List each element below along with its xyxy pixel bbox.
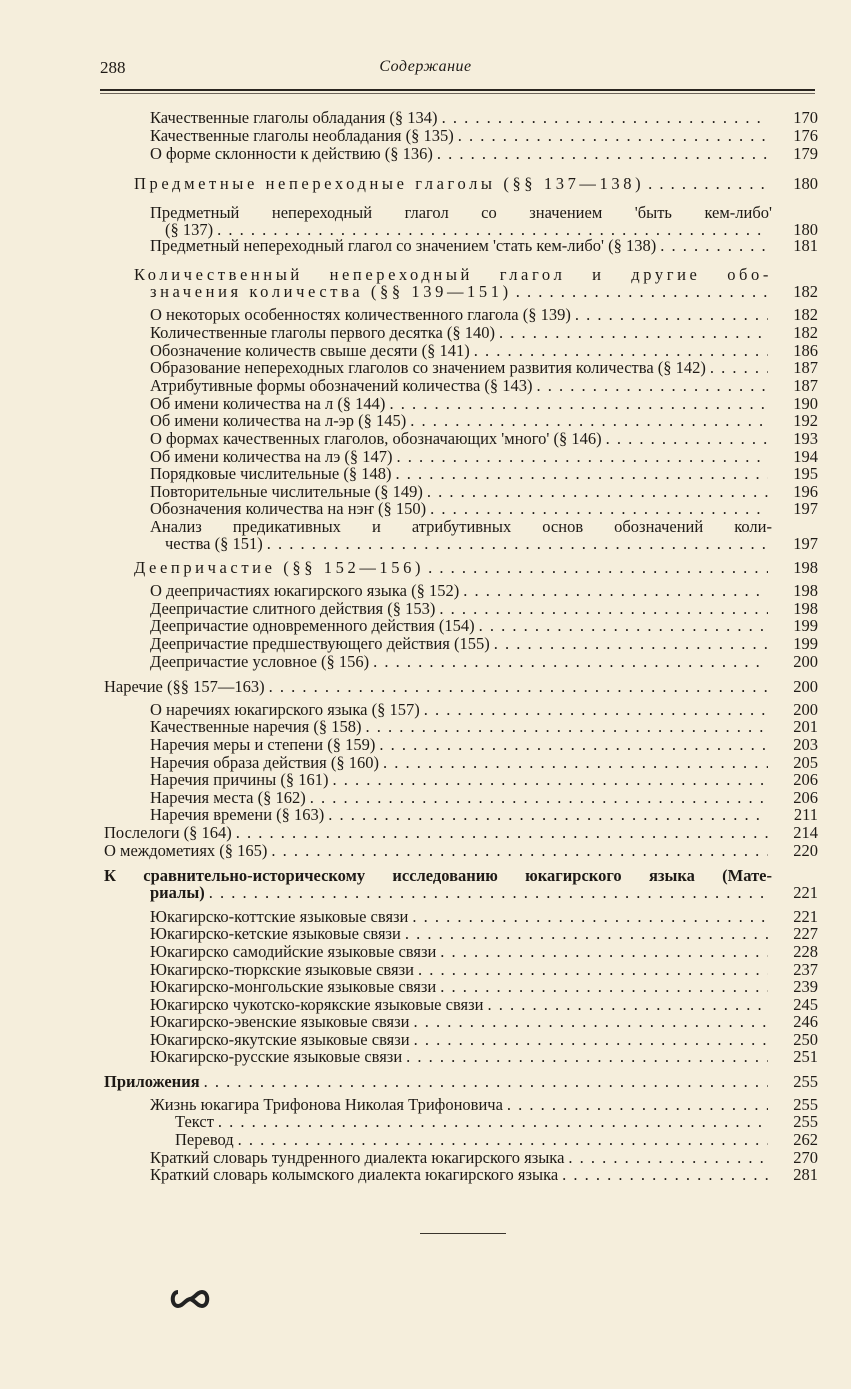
toc-page-number: 170 xyxy=(793,108,818,127)
dot-leader xyxy=(440,943,768,961)
toc-entry[interactable] xyxy=(150,145,818,163)
dot-leader xyxy=(406,1048,768,1066)
dot-leader xyxy=(366,718,768,736)
toc-entry-title: Деепричастие предшествующего действия (155) xyxy=(150,634,490,653)
toc-entry-title: Обозначения количества на нэҥ (§ 150) xyxy=(150,499,427,518)
toc-entry[interactable] xyxy=(134,559,818,577)
toc-entry-title: Юкагирско чукотско-корякские языковые связи xyxy=(150,995,484,1014)
toc-page-number: 250 xyxy=(793,1030,818,1049)
toc-page-number: 255 xyxy=(793,1072,818,1091)
toc-entry-title: Юкагирско-эвенские языковые связи xyxy=(150,1012,410,1031)
toc-entry-title: Приложения xyxy=(104,1072,200,1091)
toc-entry[interactable] xyxy=(150,1166,818,1184)
toc-entry[interactable] xyxy=(165,535,818,553)
toc-entry-title: Предметные непереходные глаголы (§§ 137—138) xyxy=(134,174,645,193)
toc-entry[interactable] xyxy=(150,127,818,145)
toc-page-number: 198 xyxy=(793,599,818,618)
dot-leader xyxy=(440,978,768,996)
toc-entry-title: Юкагирско-тюркские языковые связи xyxy=(150,960,414,979)
toc-entry-title: Предметный непереходный глагол со значением 'стать кем-либо' (§ 138) xyxy=(150,236,657,255)
toc-page-number: 239 xyxy=(793,977,818,996)
toc-entry-title: Качественные глаголы обладания (§ 134) xyxy=(150,108,438,127)
toc-entry-title: Предметный непереходный глагол со значением 'быть кем-либо' xyxy=(150,203,772,222)
toc-entry-title: Обозначение количеств свыше десяти (§ 141) xyxy=(150,341,470,360)
dot-leader xyxy=(487,996,768,1014)
toc-entry[interactable] xyxy=(150,718,818,736)
toc-page-number: 237 xyxy=(793,960,818,979)
toc-page-number: 201 xyxy=(793,717,818,736)
toc-entry[interactable] xyxy=(175,1131,818,1149)
toc-page-number: 262 xyxy=(793,1130,818,1149)
toc-entry-title: Юкагирско-русские языковые связи xyxy=(150,1047,403,1066)
dot-leader xyxy=(428,559,768,577)
dot-leader xyxy=(413,1013,768,1031)
toc-page-number: 206 xyxy=(793,770,818,789)
toc-entry[interactable] xyxy=(104,824,818,842)
toc-entry-title: Юкагирско-кетские языковые связи xyxy=(150,924,401,943)
dot-leader xyxy=(575,306,768,324)
toc-page-number: 255 xyxy=(793,1095,818,1114)
dot-leader xyxy=(328,806,768,824)
dot-leader xyxy=(660,237,768,255)
toc-entry[interactable] xyxy=(150,237,818,255)
toc-page-number: 270 xyxy=(793,1148,818,1167)
dot-leader xyxy=(236,824,768,842)
toc-entry-title: Послелоги (§ 164) xyxy=(104,823,232,842)
toc-page-number: 187 xyxy=(793,376,818,395)
dot-leader xyxy=(271,842,768,860)
toc-entry[interactable] xyxy=(150,465,818,483)
toc-page-number: 194 xyxy=(793,447,818,466)
header-rule-thin xyxy=(100,93,815,94)
toc-entry-title: Наречие (§§ 157—163) xyxy=(104,677,265,696)
toc-entry[interactable] xyxy=(150,771,818,789)
toc-entry-title: О некоторых особенностях количественного глагола (§ 139) xyxy=(150,305,571,324)
toc-entry-title: Качественные наречия (§ 158) xyxy=(150,717,362,736)
end-rule xyxy=(420,1233,506,1234)
toc-entry[interactable] xyxy=(104,1073,818,1091)
toc-page-number: 246 xyxy=(793,1012,818,1031)
toc-page-number: 179 xyxy=(793,144,818,163)
toc-entry[interactable] xyxy=(150,1096,818,1114)
toc-page-number: 228 xyxy=(793,942,818,961)
toc-entry-title: Наречия меры и степени (§ 159) xyxy=(150,735,376,754)
toc-page-number: 281 xyxy=(793,1165,818,1184)
toc-entry-title: Наречия места (§ 162) xyxy=(150,788,306,807)
toc-entry-title: Текст xyxy=(175,1112,214,1131)
dot-leader xyxy=(568,1149,768,1167)
toc-entry[interactable] xyxy=(150,109,818,127)
toc-page-number: 211 xyxy=(793,805,818,824)
toc-entry-line xyxy=(150,204,818,222)
toc-page-number: 197 xyxy=(793,499,818,518)
dot-leader xyxy=(238,1131,768,1149)
toc-entry-title: О междометиях (§ 165) xyxy=(104,841,268,860)
toc-entry-title: Анализ предикативных и атрибутивных основ обозначений коли- xyxy=(150,517,772,536)
toc-entry[interactable] xyxy=(150,1013,818,1031)
dot-leader xyxy=(439,600,768,618)
toc-page-number: 255 xyxy=(793,1112,818,1131)
toc-entry-title: Об имени количества на лэ (§ 147) xyxy=(150,447,393,466)
toc-entry[interactable] xyxy=(134,175,818,193)
toc-entry[interactable] xyxy=(150,430,818,448)
dot-leader xyxy=(395,465,768,483)
dot-leader xyxy=(389,395,768,413)
toc-page-number: 196 xyxy=(793,482,818,501)
toc-page-number: 198 xyxy=(793,581,818,600)
toc-entry[interactable] xyxy=(104,842,818,860)
dot-leader xyxy=(516,283,768,301)
toc-entry-title-continued: риалы) xyxy=(150,883,205,902)
dot-leader xyxy=(562,1166,768,1184)
dot-leader xyxy=(379,736,768,754)
toc-entry[interactable] xyxy=(150,359,818,377)
toc-page-number: 200 xyxy=(793,677,818,696)
toc-entry-title: Порядковые числительные (§ 148) xyxy=(150,464,392,483)
toc-page-number: 206 xyxy=(793,788,818,807)
toc-page-number: 220 xyxy=(793,841,818,860)
toc-page-number: 221 xyxy=(793,907,818,926)
toc-entry-title: Повторительные числительные (§ 149) xyxy=(150,482,423,501)
toc-entry-title: Жизнь юкагира Трифонова Николая Трифоновича xyxy=(150,1095,503,1114)
dot-leader xyxy=(269,678,768,696)
toc-page-number: 199 xyxy=(793,616,818,635)
dot-leader xyxy=(209,884,768,902)
dot-leader xyxy=(606,430,768,448)
dot-leader xyxy=(437,145,768,163)
dot-leader xyxy=(648,175,768,193)
toc-entry-title: Количественные глаголы первого десятка (§ 140) xyxy=(150,323,496,342)
header-rule xyxy=(100,89,815,91)
toc-page-number: 203 xyxy=(793,735,818,754)
toc-entry-line xyxy=(104,867,818,885)
toc-entry-title: Юкагирско-коттские языковые связи xyxy=(150,907,409,926)
page-number: 288 xyxy=(100,58,126,77)
toc-entry-title: Об имени количества на л-эр (§ 145) xyxy=(150,411,407,430)
toc-entry[interactable] xyxy=(150,806,818,824)
toc-page-number: 200 xyxy=(793,700,818,719)
toc-entry[interactable] xyxy=(175,1113,818,1131)
toc-page-number: 187 xyxy=(793,358,818,377)
toc-page-number: 176 xyxy=(793,126,818,145)
toc-entry-title: О форме склонности к действию (§ 136) xyxy=(150,144,433,163)
toc-entry[interactable] xyxy=(150,653,818,671)
dot-leader xyxy=(537,377,768,395)
toc-entry-title: Качественные глаголы необладания (§ 135) xyxy=(150,126,454,145)
toc-page-number: 186 xyxy=(793,341,818,360)
toc-entry-title: Об имени количества на л (§ 144) xyxy=(150,394,386,413)
toc-entry-title: Краткий словарь тундренного диалекта юкагирского языка xyxy=(150,1148,565,1167)
toc-entry[interactable] xyxy=(150,635,818,653)
toc-entry[interactable] xyxy=(150,1048,818,1066)
toc-entry-title: Наречия причины (§ 161) xyxy=(150,770,329,789)
toc-entry-title-continued: значения количества (§§ 139—151) xyxy=(150,282,512,301)
toc-entry-title: О формах качественных глаголов, обозначающих 'много' (§ 146) xyxy=(150,429,602,448)
toc-entry-title: Юкагирско-якутские языковые связи xyxy=(150,1030,410,1049)
toc-entry[interactable] xyxy=(150,943,818,961)
dot-leader xyxy=(499,324,768,342)
dot-leader xyxy=(383,754,768,772)
toc-page-number: 221 xyxy=(793,883,818,902)
toc-entry[interactable] xyxy=(150,925,818,943)
dot-leader xyxy=(412,908,768,926)
dot-leader xyxy=(430,500,768,518)
dot-leader xyxy=(463,582,768,600)
toc-entry-title: Краткий словарь колымского диалекта юкагирского языка xyxy=(150,1165,559,1184)
dot-leader xyxy=(414,1031,768,1049)
dot-leader xyxy=(418,961,768,979)
toc-page-number: 200 xyxy=(793,652,818,671)
running-header-title: Содержание xyxy=(379,58,472,75)
toc-page-number: 214 xyxy=(793,823,818,842)
toc-page-number: 182 xyxy=(793,323,818,342)
toc-entry[interactable] xyxy=(150,412,818,430)
toc-entry-title: Атрибутивные формы обозначений количества (§ 143) xyxy=(150,376,533,395)
toc-page-number: 193 xyxy=(793,429,818,448)
toc-entry[interactable] xyxy=(104,678,818,696)
toc-entry-title: Образование непереходных глаголов со значением развития количества (§ 142) xyxy=(150,358,706,377)
dot-leader xyxy=(494,635,768,653)
toc-entry-title: Наречия образа действия (§ 160) xyxy=(150,753,379,772)
toc-entry[interactable] xyxy=(150,978,818,996)
dot-leader xyxy=(397,448,768,466)
toc-page-number: 180 xyxy=(793,174,818,193)
toc-entry-title: Юкагирско самодийские языковые связи xyxy=(150,942,437,961)
dot-leader xyxy=(332,771,768,789)
toc-page-number: 181 xyxy=(793,236,818,255)
toc-page-number: 227 xyxy=(793,924,818,943)
toc-entry[interactable] xyxy=(150,324,818,342)
dot-leader xyxy=(204,1073,768,1091)
toc-entry-title-continued: чества (§ 151) xyxy=(165,534,263,553)
toc-page-number: 182 xyxy=(793,282,818,301)
toc-page-number: 251 xyxy=(793,1047,818,1066)
toc-entry-title: О деепричастиях юкагирского языка (§ 152) xyxy=(150,581,460,600)
toc-entry-title: Деепричастие условное (§ 156) xyxy=(150,652,370,671)
toc-page-number: 198 xyxy=(793,558,818,577)
toc-page-number: 199 xyxy=(793,634,818,653)
dot-leader xyxy=(458,127,768,145)
toc-entry-title: Перевод xyxy=(175,1130,234,1149)
toc-entry[interactable] xyxy=(150,884,818,902)
toc-entry[interactable] xyxy=(150,306,818,324)
dot-leader xyxy=(373,653,768,671)
toc-entry-title: Деепричастие (§§ 152—156) xyxy=(134,558,425,577)
toc-entry[interactable] xyxy=(150,617,818,635)
toc-page-number: 195 xyxy=(793,464,818,483)
toc-entry[interactable] xyxy=(150,283,818,301)
toc-entry-title-continued: (§ 137) xyxy=(165,220,214,239)
dot-leader xyxy=(424,701,768,719)
dot-leader xyxy=(479,617,768,635)
toc-page-number: 192 xyxy=(793,411,818,430)
toc-entry-title: О наречиях юкагирского языка (§ 157) xyxy=(150,700,420,719)
toc-entry[interactable] xyxy=(150,500,818,518)
toc-page-number: 182 xyxy=(793,305,818,324)
toc-entry-title: Количественный непереходный глагол и другие обо- xyxy=(134,265,772,284)
toc-page-number: 190 xyxy=(793,394,818,413)
toc-page-number: 205 xyxy=(793,753,818,772)
dot-leader xyxy=(410,412,768,430)
printer-mark-icon xyxy=(170,1288,210,1310)
toc-entry-title: Деепричастие одновременного действия (154) xyxy=(150,616,475,635)
toc-page-number: 245 xyxy=(793,995,818,1014)
dot-leader xyxy=(442,109,768,127)
toc-page-number: 197 xyxy=(793,534,818,553)
dot-leader xyxy=(405,925,768,943)
toc-entry[interactable] xyxy=(150,582,818,600)
toc-entry-title: Деепричастие слитного действия (§ 153) xyxy=(150,599,436,618)
toc-entry[interactable] xyxy=(150,736,818,754)
dot-leader xyxy=(218,1113,768,1131)
toc-page-number: 180 xyxy=(793,220,818,239)
dot-leader xyxy=(267,535,768,553)
dot-leader xyxy=(710,359,768,377)
toc-entry-title: Юкагирско-монгольские языковые связи xyxy=(150,977,437,996)
toc-entry-title: К сравнительно-историческому исследованию юкагирского языка (Мате- xyxy=(104,866,772,885)
dot-leader xyxy=(427,483,768,501)
toc-entry-title: Наречия времени (§ 163) xyxy=(150,805,325,824)
toc-entry[interactable] xyxy=(150,377,818,395)
dot-leader xyxy=(310,789,768,807)
dot-leader xyxy=(507,1096,768,1114)
